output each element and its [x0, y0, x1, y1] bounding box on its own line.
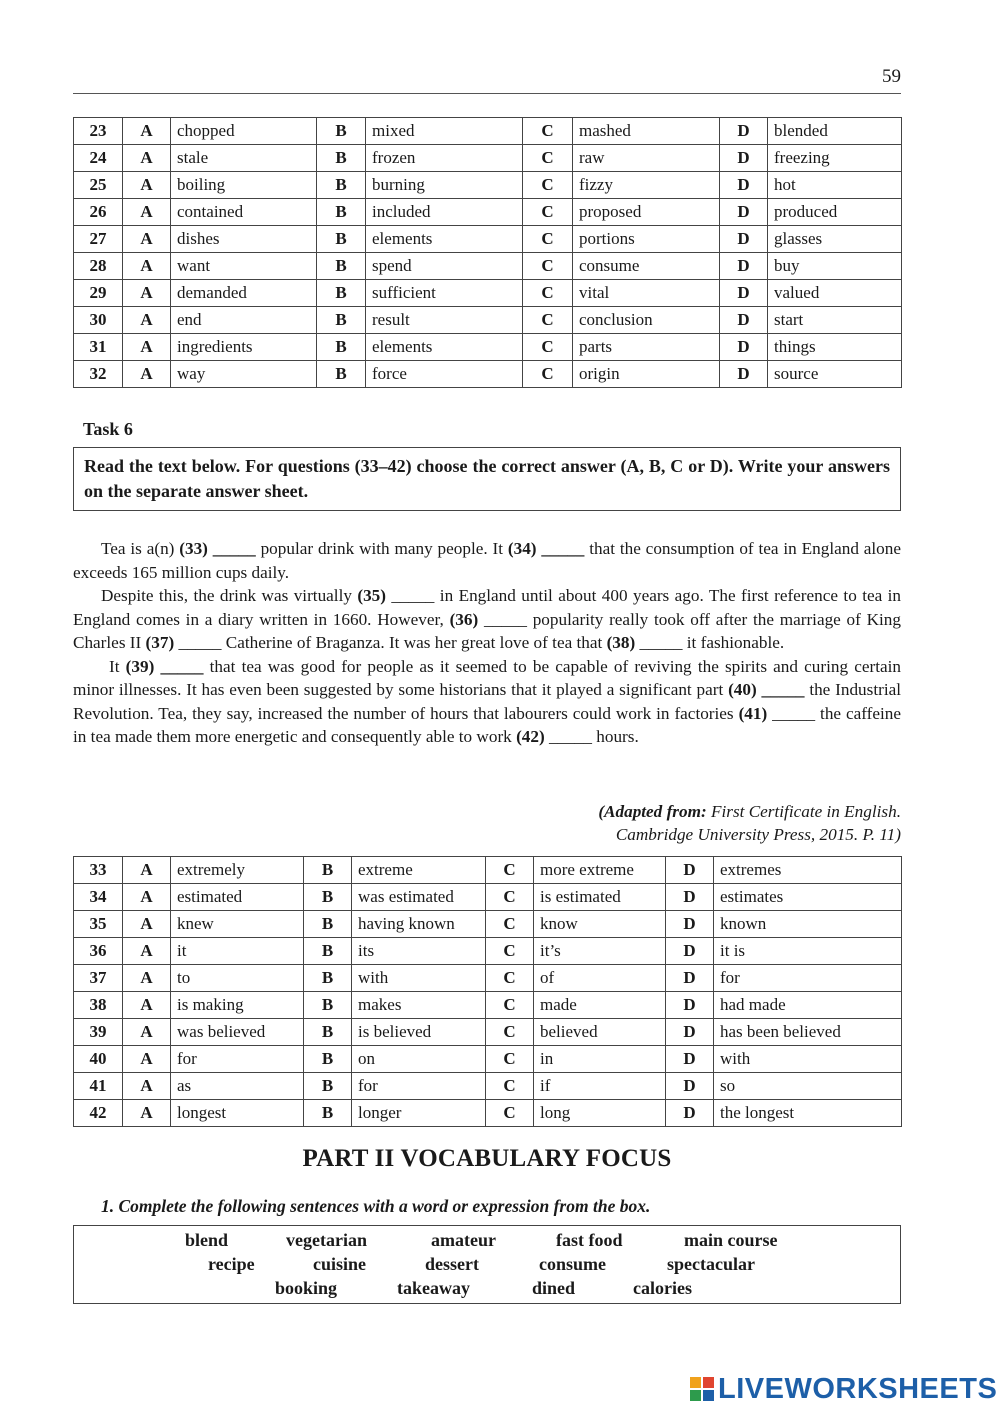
option-text: buy	[768, 253, 902, 280]
option-letter: D	[666, 1046, 714, 1073]
option-letter: D	[666, 884, 714, 911]
option-letter: A	[123, 334, 171, 361]
option-letter: D	[666, 1100, 714, 1127]
liveworksheets-logo	[690, 1373, 997, 1406]
option-letter: B	[304, 1073, 352, 1100]
question-row	[74, 226, 902, 253]
option-letter: C	[523, 253, 573, 280]
option-letter: D	[666, 992, 714, 1019]
option-letter: A	[123, 884, 171, 911]
question-row	[74, 857, 902, 884]
logo-grid-icon	[690, 1377, 716, 1403]
option-text: estimated	[171, 884, 304, 911]
option-letter: A	[123, 857, 171, 884]
option-text: its	[352, 938, 486, 965]
question-row	[74, 1046, 902, 1073]
option-text: blended	[768, 118, 902, 145]
option-letter: C	[486, 884, 534, 911]
question-row	[74, 361, 902, 388]
option-text: was believed	[171, 1019, 304, 1046]
header-rule	[73, 93, 901, 94]
question-number: 40	[74, 1046, 123, 1073]
paragraph-2: Despite this, the drink was virtually (35) _____ in England until about 400 years ago. The first reference to tea in England comes in a diary written in 1660. However, (36) _____ popularity really took off after the marriage of King Charles II (37) _____ Catherine of Braganza. It was her great love of tea that (38) _____ it fashionable.	[73, 586, 902, 652]
word-item: booking	[275, 1278, 338, 1298]
option-letter: A	[123, 199, 171, 226]
option-letter: A	[123, 307, 171, 334]
paragraph-3: It (39) _____ that tea was good for people as it seemed to be capable of reviving the spirits and curing certain minor illnesses. It has even been suggested by some historians that it played a significant part (40) _____ the Industrial Revolution. Tea, they say, increased the number of hours that labourers could work in factories (41) _____ the caffeine in tea made them more energetic and consequently able to work (42) _____ hours.	[73, 656, 901, 746]
option-letter: B	[317, 172, 366, 199]
option-text: on	[352, 1046, 486, 1073]
option-letter: D	[720, 307, 768, 334]
option-text: raw	[573, 145, 720, 172]
option-letter: A	[123, 226, 171, 253]
option-letter: D	[720, 172, 768, 199]
question-number: 30	[74, 307, 123, 334]
option-text: hot	[768, 172, 902, 199]
option-text: force	[366, 361, 523, 388]
option-letter: B	[304, 1046, 352, 1073]
option-letter: B	[317, 280, 366, 307]
word-item: dessert	[425, 1254, 479, 1274]
option-text: proposed	[573, 199, 720, 226]
option-letter: B	[317, 145, 366, 172]
option-text: spend	[366, 253, 523, 280]
option-letter: B	[317, 226, 366, 253]
option-text: frozen	[366, 145, 523, 172]
word-item: takeaway	[397, 1278, 470, 1298]
option-letter: C	[486, 992, 534, 1019]
word-item: consume	[539, 1254, 606, 1274]
option-text: is believed	[352, 1019, 486, 1046]
question-number: 23	[74, 118, 123, 145]
option-text: conclusion	[573, 307, 720, 334]
word-item: main course	[684, 1230, 778, 1250]
option-letter: C	[523, 307, 573, 334]
exercise-instruction: 1. Complete the following sentences with a word or expression from the box.	[101, 1196, 651, 1216]
word-box	[73, 1225, 901, 1304]
option-letter: C	[486, 911, 534, 938]
option-letter: D	[666, 857, 714, 884]
word-item: cuisine	[313, 1254, 367, 1274]
option-text: extremely	[171, 857, 304, 884]
option-letter: D	[720, 280, 768, 307]
option-text: glasses	[768, 226, 902, 253]
option-text: to	[171, 965, 304, 992]
option-text: dishes	[171, 226, 317, 253]
option-text: extreme	[352, 857, 486, 884]
options-table-33-42	[73, 856, 902, 1127]
option-text: with	[714, 1046, 902, 1073]
word-item: calories	[633, 1278, 692, 1298]
option-letter: A	[123, 1019, 171, 1046]
option-text: chopped	[171, 118, 317, 145]
option-text: demanded	[171, 280, 317, 307]
option-letter: C	[523, 226, 573, 253]
question-number: 29	[74, 280, 123, 307]
option-letter: C	[523, 199, 573, 226]
option-text: estimates	[714, 884, 902, 911]
option-letter: B	[317, 334, 366, 361]
question-row	[74, 911, 902, 938]
option-text: knew	[171, 911, 304, 938]
option-text: longest	[171, 1100, 304, 1127]
option-letter: C	[523, 118, 573, 145]
option-text: as	[171, 1073, 304, 1100]
option-text: has been believed	[714, 1019, 902, 1046]
option-letter: B	[317, 118, 366, 145]
question-row	[74, 1073, 902, 1100]
option-text: believed	[534, 1019, 666, 1046]
question-number: 28	[74, 253, 123, 280]
option-letter: D	[720, 361, 768, 388]
option-letter: C	[486, 1073, 534, 1100]
option-text: way	[171, 361, 317, 388]
option-letter: A	[123, 1100, 171, 1127]
option-text: mashed	[573, 118, 720, 145]
question-row	[74, 938, 902, 965]
option-text: portions	[573, 226, 720, 253]
task-heading: Task 6	[83, 419, 133, 439]
option-text: consume	[573, 253, 720, 280]
option-letter: A	[123, 118, 171, 145]
option-letter: B	[304, 911, 352, 938]
option-text: know	[534, 911, 666, 938]
option-text: longer	[352, 1100, 486, 1127]
option-text: vital	[573, 280, 720, 307]
option-letter: D	[666, 938, 714, 965]
option-text: included	[366, 199, 523, 226]
option-text: source	[768, 361, 902, 388]
option-letter: D	[720, 199, 768, 226]
option-letter: C	[486, 857, 534, 884]
question-number: 25	[74, 172, 123, 199]
paragraph-1: Tea is a(n) (33) _____ popular drink with many people. It (34) _____ that the consumption of tea in England alone exceeds 165 million cups daily.	[73, 539, 901, 582]
question-row	[74, 253, 902, 280]
option-text: boiling	[171, 172, 317, 199]
option-letter: A	[123, 965, 171, 992]
question-number: 39	[74, 1019, 123, 1046]
option-letter: B	[304, 884, 352, 911]
question-row	[74, 1100, 902, 1127]
option-text: parts	[573, 334, 720, 361]
option-text: the longest	[714, 1100, 902, 1127]
option-letter: B	[317, 361, 366, 388]
option-text: long	[534, 1100, 666, 1127]
option-text: had made	[714, 992, 902, 1019]
option-text: is estimated	[534, 884, 666, 911]
question-number: 33	[74, 857, 123, 884]
option-letter: B	[304, 1100, 352, 1127]
option-letter: B	[304, 857, 352, 884]
reading-passage	[73, 537, 901, 749]
option-text: having known	[352, 911, 486, 938]
option-text: it	[171, 938, 304, 965]
question-row	[74, 280, 902, 307]
option-letter: A	[123, 172, 171, 199]
option-text: it’s	[534, 938, 666, 965]
options-table-23-32	[73, 117, 902, 388]
option-letter: C	[486, 1100, 534, 1127]
question-row	[74, 307, 902, 334]
question-number: 35	[74, 911, 123, 938]
option-letter: C	[523, 334, 573, 361]
question-row	[74, 199, 902, 226]
question-number: 37	[74, 965, 123, 992]
option-letter: B	[317, 253, 366, 280]
option-text: makes	[352, 992, 486, 1019]
question-row	[74, 334, 902, 361]
option-letter: D	[720, 226, 768, 253]
option-letter: D	[666, 911, 714, 938]
option-text: sufficient	[366, 280, 523, 307]
question-row	[74, 992, 902, 1019]
option-text: known	[714, 911, 902, 938]
question-row	[74, 1019, 902, 1046]
option-letter: C	[523, 280, 573, 307]
word-item: recipe	[208, 1254, 255, 1274]
option-text: of	[534, 965, 666, 992]
option-text: valued	[768, 280, 902, 307]
option-text: mixed	[366, 118, 523, 145]
question-number: 27	[74, 226, 123, 253]
option-letter: B	[317, 199, 366, 226]
option-letter: B	[304, 1019, 352, 1046]
part-title: PART II VOCABULARY FOCUS	[302, 1145, 672, 1172]
question-number: 26	[74, 199, 123, 226]
option-text: more extreme	[534, 857, 666, 884]
option-text: was estimated	[352, 884, 486, 911]
question-number: 32	[74, 361, 123, 388]
question-number: 42	[74, 1100, 123, 1127]
option-letter: A	[123, 938, 171, 965]
word-item: dined	[532, 1278, 576, 1298]
option-letter: A	[123, 361, 171, 388]
option-text: origin	[573, 361, 720, 388]
option-letter: B	[304, 992, 352, 1019]
question-number: 38	[74, 992, 123, 1019]
option-text: ingredients	[171, 334, 317, 361]
option-text: produced	[768, 199, 902, 226]
question-row	[74, 965, 902, 992]
option-letter: C	[523, 145, 573, 172]
option-text: elements	[366, 334, 523, 361]
option-text: fizzy	[573, 172, 720, 199]
option-text: is making	[171, 992, 304, 1019]
word-item: blend	[185, 1230, 229, 1250]
option-letter: D	[666, 1073, 714, 1100]
option-letter: D	[666, 965, 714, 992]
option-letter: A	[123, 280, 171, 307]
option-letter: B	[304, 965, 352, 992]
option-letter: A	[123, 911, 171, 938]
option-letter: A	[123, 1046, 171, 1073]
word-item: fast food	[556, 1230, 623, 1250]
word-item: vegetarian	[286, 1230, 367, 1250]
option-text: contained	[171, 199, 317, 226]
source-citation: (Adapted from: First Certificate in English. Cambridge University Press, 2015. P. 11)	[598, 802, 901, 844]
question-row	[74, 145, 902, 172]
option-letter: B	[304, 938, 352, 965]
option-text: end	[171, 307, 317, 334]
option-text: things	[768, 334, 902, 361]
option-text: made	[534, 992, 666, 1019]
question-number: 36	[74, 938, 123, 965]
question-number: 24	[74, 145, 123, 172]
option-letter: D	[720, 118, 768, 145]
option-text: so	[714, 1073, 902, 1100]
task-instruction: Read the text below. For questions (33–42) choose the correct answer (A, B, C or D). Write your answers on the separate answer sheet.	[73, 447, 901, 511]
option-text: elements	[366, 226, 523, 253]
word-item: amateur	[431, 1230, 496, 1250]
option-letter: D	[720, 253, 768, 280]
option-text: want	[171, 253, 317, 280]
option-letter: C	[486, 1046, 534, 1073]
question-row	[74, 884, 902, 911]
logo-text: LIVEWORKSHEETS	[718, 1373, 998, 1405]
question-number: 31	[74, 334, 123, 361]
option-letter: C	[523, 172, 573, 199]
option-letter: D	[720, 145, 768, 172]
option-text: for	[171, 1046, 304, 1073]
option-text: extremes	[714, 857, 902, 884]
option-letter: D	[666, 1019, 714, 1046]
question-number: 41	[74, 1073, 123, 1100]
question-row	[74, 118, 902, 145]
question-row	[74, 172, 902, 199]
question-number: 34	[74, 884, 123, 911]
option-letter: C	[486, 1019, 534, 1046]
option-letter: A	[123, 1073, 171, 1100]
option-letter: A	[123, 145, 171, 172]
option-letter: C	[486, 938, 534, 965]
option-text: result	[366, 307, 523, 334]
option-text: burning	[366, 172, 523, 199]
option-text: stale	[171, 145, 317, 172]
option-letter: C	[523, 361, 573, 388]
option-letter: C	[486, 965, 534, 992]
option-letter: A	[123, 992, 171, 1019]
word-item: spectacular	[667, 1254, 755, 1274]
option-text: with	[352, 965, 486, 992]
option-text: for	[714, 965, 902, 992]
option-text: for	[352, 1073, 486, 1100]
option-text: in	[534, 1046, 666, 1073]
option-text: freezing	[768, 145, 902, 172]
page-number: 59	[882, 66, 901, 87]
option-letter: D	[720, 334, 768, 361]
option-text: it is	[714, 938, 902, 965]
option-text: start	[768, 307, 902, 334]
option-letter: A	[123, 253, 171, 280]
option-text: if	[534, 1073, 666, 1100]
option-letter: B	[317, 307, 366, 334]
